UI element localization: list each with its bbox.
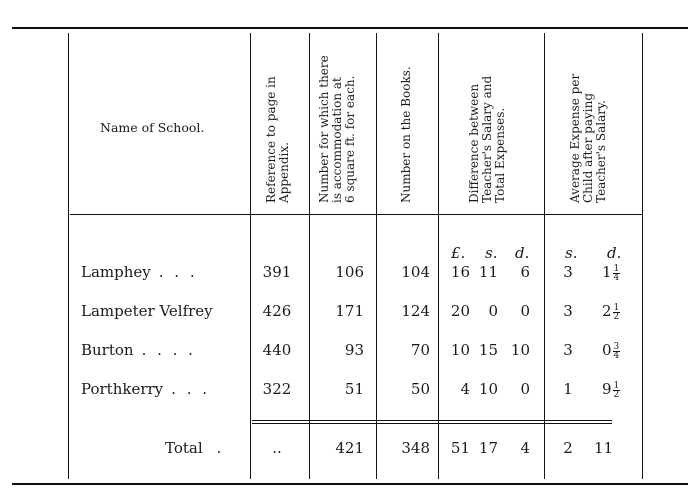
accom-cell: 171	[335, 302, 364, 320]
pounds-cell: 10	[450, 341, 470, 359]
header-name-of-school: Name of School.	[100, 120, 205, 135]
accom-cell: 106	[335, 263, 364, 281]
total-ref-cell: ..	[272, 439, 282, 457]
books-cell: 70	[410, 341, 430, 359]
header-reference: Reference to page in Appendix.	[264, 76, 291, 203]
pence-cell: 10	[510, 341, 530, 359]
unit-pounds: £.	[451, 244, 466, 262]
col-rule-4	[438, 33, 439, 479]
books-cell: 104	[401, 263, 430, 281]
pence-cell: 6	[520, 263, 530, 281]
avg-shillings-cell: 3	[563, 302, 573, 320]
pounds-cell: 20	[450, 302, 470, 320]
shillings-cell: 0	[488, 302, 498, 320]
shillings-cell: 15	[478, 341, 498, 359]
shillings-cell: 11	[478, 263, 498, 281]
unit-avg-shillings: s.	[565, 244, 578, 262]
school-name: Lamphey . . .	[81, 263, 198, 281]
unit-pence: d.	[515, 244, 530, 262]
avg-pence-cell: 2 $\frac{1}{2}$	[602, 302, 620, 322]
total-avg-shillings-cell: 2	[563, 439, 573, 457]
accom-cell: 93	[344, 341, 364, 359]
header-divider	[70, 214, 642, 215]
bottom-rule	[12, 483, 688, 485]
ref-cell: 391	[262, 263, 292, 281]
fraction: $\frac{1}{2}$	[613, 302, 620, 322]
ref-cell: 322	[262, 380, 292, 398]
fraction: $\frac{3}{4}$	[613, 341, 620, 361]
header-average-expense: Average Expense per Child after paying Teacher's Salary.	[568, 73, 608, 203]
ref-cell: 426	[262, 302, 292, 320]
pence-cell: 0	[520, 302, 530, 320]
header-difference: Difference between Teacher's Salary and Total Expenses.	[467, 75, 507, 203]
unit-avg-pence: d.	[607, 244, 622, 262]
total-avg-pence-cell: 11	[594, 439, 614, 457]
col-rule-5	[544, 33, 545, 479]
ref-cell: 440	[262, 341, 292, 359]
total-pence-cell: 4	[520, 439, 530, 457]
col-rule-1	[250, 33, 251, 479]
col-rule-3	[376, 33, 377, 479]
avg-shillings-cell: 3	[563, 341, 573, 359]
col-rule-left	[68, 33, 69, 479]
school-name: Lampeter Velfrey	[81, 302, 213, 320]
avg-pence-cell: 9 $\frac{1}{2}$	[602, 380, 620, 400]
avg-pence-cell: 0 $\frac{3}{4}$	[602, 341, 620, 361]
pounds-cell: 4	[460, 380, 470, 398]
fraction: $\frac{1}{4}$	[613, 263, 620, 283]
total-books-cell: 348	[401, 439, 430, 457]
pence-cell: 0	[520, 380, 530, 398]
fraction: $\frac{1}{2}$	[613, 380, 620, 400]
top-rule	[12, 27, 688, 29]
header-accommodation: Number for which there is accommodation at 6 square ft. for each.	[317, 55, 357, 203]
avg-pence-cell: 1 $\frac{1}{4}$	[602, 263, 620, 283]
pounds-cell: 16	[450, 263, 470, 281]
header-number-on-books: Number on the Books.	[399, 66, 413, 203]
avg-shillings-cell: 3	[563, 263, 573, 281]
books-cell: 50	[410, 380, 430, 398]
total-rule-upper	[252, 420, 612, 421]
total-pounds-cell: 51	[450, 439, 470, 457]
shillings-cell: 10	[478, 380, 498, 398]
col-rule-2	[309, 33, 310, 479]
school-name: Burton . . . .	[81, 341, 196, 359]
total-label: Total .	[165, 439, 222, 457]
total-accom-cell: 421	[335, 439, 364, 457]
total-rule-lower	[252, 423, 612, 424]
avg-shillings-cell: 1	[563, 380, 573, 398]
books-cell: 124	[401, 302, 430, 320]
col-rule-right	[642, 33, 643, 479]
school-name: Porthkerry . . .	[81, 380, 210, 398]
accom-cell: 51	[344, 380, 364, 398]
unit-shillings: s.	[485, 244, 498, 262]
total-shillings-cell: 17	[478, 439, 498, 457]
